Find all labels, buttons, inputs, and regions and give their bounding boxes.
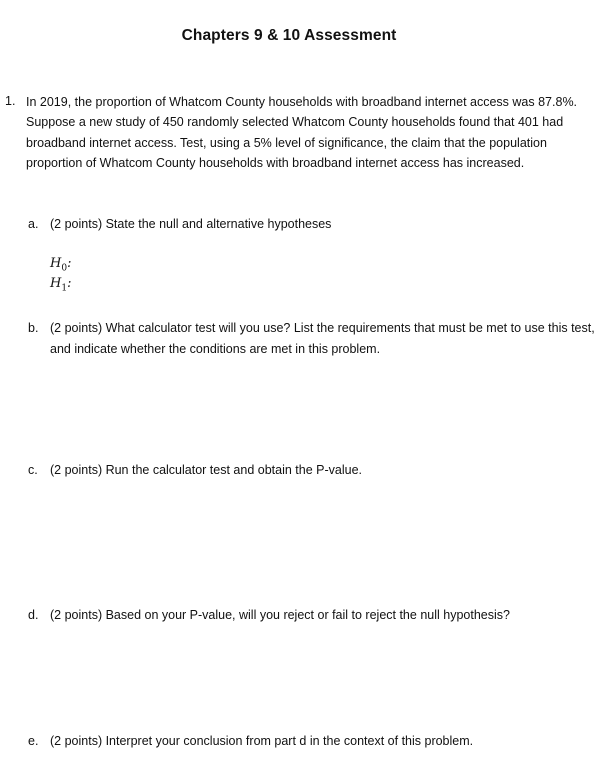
part-e-letter: e. xyxy=(28,734,39,748)
part-b-text: (2 points) What calculator test will you use? List the requirements that must be met to use this test, and indicate whether the conditions are met in this problem. xyxy=(50,321,595,356)
null-hypothesis-subscript: 0 xyxy=(61,263,68,274)
part-c-letter: c. xyxy=(28,463,38,477)
part-d-letter: d. xyxy=(28,608,39,622)
alt-hypothesis-subscript: 1 xyxy=(61,283,68,294)
alt-hypothesis-colon: : xyxy=(67,276,72,291)
null-hypothesis xyxy=(50,256,71,274)
part-c-text: (2 points) Run the calculator test and obtain the P-value. xyxy=(50,463,362,477)
null-hypothesis-symbol: H xyxy=(50,256,62,271)
part-b-letter: b. xyxy=(28,321,39,335)
page-title: Chapters 9 & 10 Assessment xyxy=(181,27,397,44)
question-number: 1. xyxy=(5,94,16,108)
question-text: In 2019, the proportion of Whatcom County households with broadband internet access was 87.8%. Suppose a new study of 450 randomly selected Whatcom County households found that 401 had broadband internet access. Test, using a 5% level of significance, the claim that the population proportion of Whatcom County households with broadband internet access has increased. xyxy=(26,95,578,171)
null-hypothesis-colon: : xyxy=(67,256,72,271)
alternative-hypothesis xyxy=(50,276,71,294)
part-d-text: (2 points) Based on your P-value, will you reject or fail to reject the null hypothesis? xyxy=(50,608,510,622)
part-a-letter: a. xyxy=(28,217,39,231)
part-a-text: (2 points) State the null and alternative hypotheses xyxy=(50,217,332,231)
alt-hypothesis-symbol: H xyxy=(50,276,62,291)
part-e-text: (2 points) Interpret your conclusion from part d in the context of this problem. xyxy=(50,734,474,748)
